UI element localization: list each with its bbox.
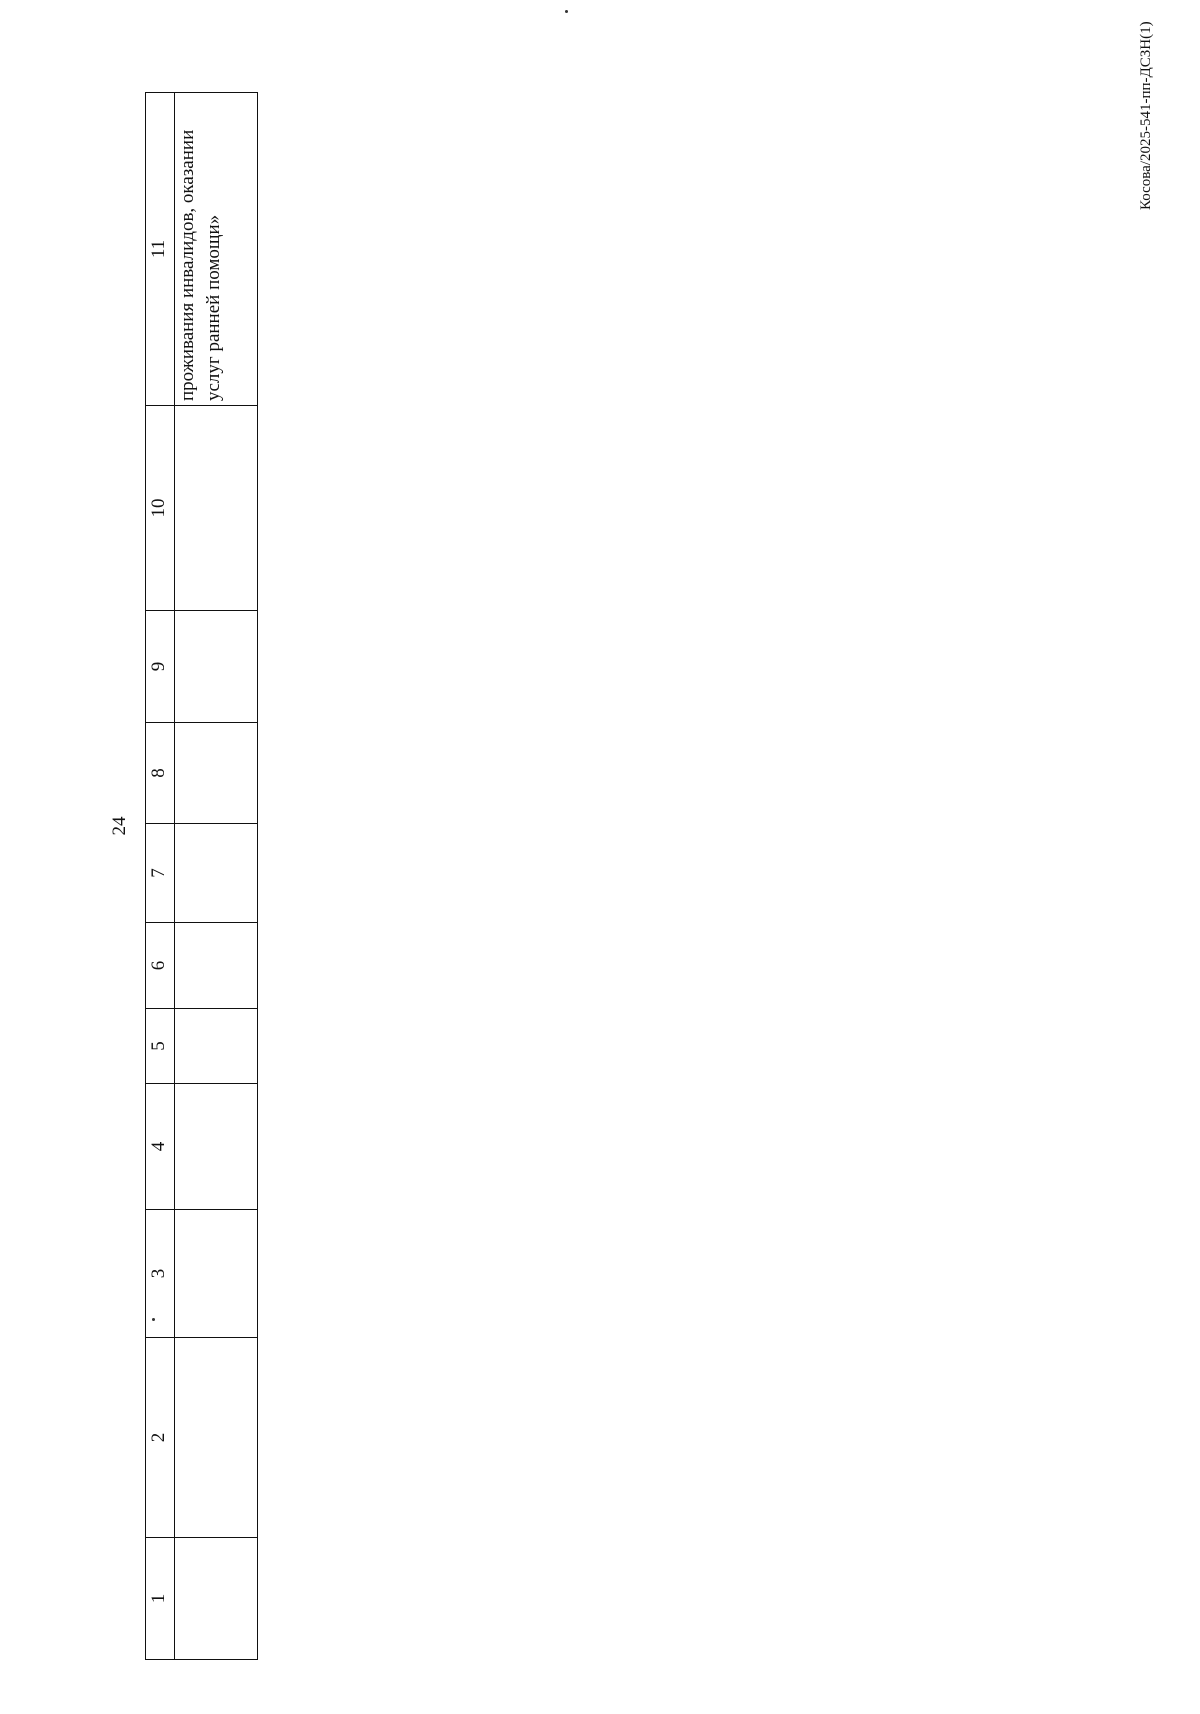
header-cell: 1: [146, 1538, 175, 1660]
document-code: Косова/2025-541-пп-ДСЗН(1): [1138, 21, 1154, 210]
cell-col5: [175, 824, 258, 923]
header-cell: 5: [146, 1009, 175, 1084]
header-cell: 8: [146, 723, 175, 824]
cell-col6: [175, 923, 258, 1009]
cell-measure-name: проживания инвалидов, оказании услуг ранней помощи»: [175, 93, 258, 406]
header-cell: 6: [146, 923, 175, 1009]
cell-col7: [175, 1009, 258, 1084]
header-cell: 7: [146, 824, 175, 923]
cell-col8: [175, 1084, 258, 1210]
cell-col9: [175, 1210, 258, 1338]
header-cell: 9: [146, 611, 175, 723]
scan-speck: [565, 10, 568, 13]
header-cell: 4: [146, 1084, 175, 1210]
table-row: [175, 93, 258, 1660]
page-number: 24: [109, 816, 130, 836]
cell-col4: [175, 723, 258, 824]
header-cell: 11: [146, 93, 175, 406]
cell-col10: [175, 1338, 258, 1538]
header-row: [146, 93, 175, 1660]
cell-responsible: [175, 406, 258, 611]
budget-table-rotated: [145, 93, 1090, 1660]
header-cell: 2: [146, 1338, 175, 1538]
budget-table: [145, 92, 258, 1660]
cell-col3: [175, 611, 258, 723]
header-cell: 3: [146, 1210, 175, 1338]
header-cell: 10: [146, 406, 175, 611]
cell-col11: [175, 1538, 258, 1660]
